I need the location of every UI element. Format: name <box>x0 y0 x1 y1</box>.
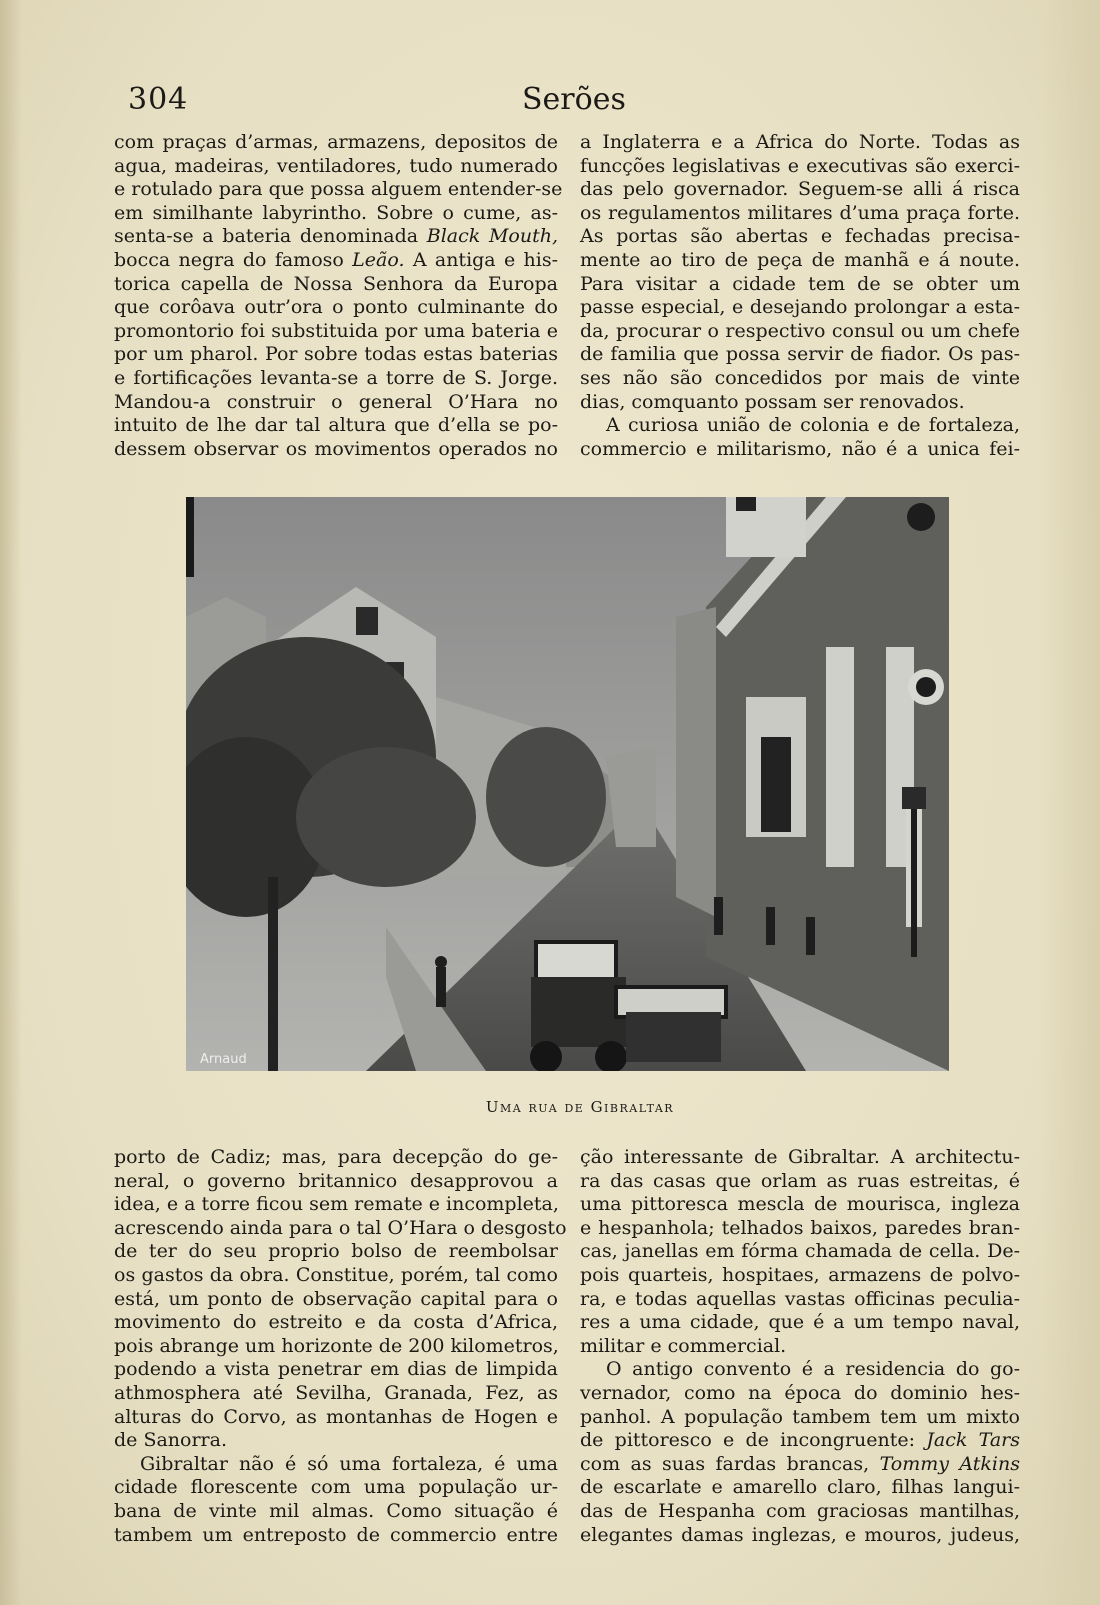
text-line <box>580 1453 1020 1477</box>
figure-caption <box>380 1098 780 1116</box>
text-line: Gibraltar não é só uma fortaleza, é uma <box>140 1452 558 1475</box>
page-header <box>118 82 1020 122</box>
text-line: As portas são abertas e fechadas precisa- <box>580 225 1020 248</box>
text-fragment: bocca negra do famoso <box>114 248 344 271</box>
text-line: e fortificações levanta-se a torre de S. Jorge. <box>114 366 558 389</box>
text-line: que corôava outr’ora o ponto culminante do <box>114 296 558 319</box>
text-line: ra, e todas aquellas vastas officinas peculia- <box>580 1287 1020 1310</box>
text-line: e rotulado para que possa alguem entender-se <box>114 178 563 201</box>
text-line: athmosphera até Sevilha, Granada, Fez, as <box>114 1381 558 1404</box>
italic-term: Jack Tars <box>926 1429 1020 1452</box>
text-line: A curiosa união de colonia e de fortaleza, <box>606 414 1020 437</box>
artist-signature: Arnaud <box>200 1052 247 1067</box>
text-line: de ter do seu proprio bolso de reembolsar <box>114 1240 558 1263</box>
text-column-top-right <box>580 131 1020 461</box>
text-line: O antigo convento é a residencia do go- <box>606 1358 1020 1381</box>
text-line: elegantes damas inglezas, e mouros, judeus, <box>580 1523 1020 1546</box>
text-fragment: com as suas fardas brancas, <box>580 1452 870 1475</box>
page-number: 304 <box>128 82 189 117</box>
text-line: militar e commercial. <box>580 1334 787 1357</box>
text-line: podendo a vista penetrar em dias de limpida <box>114 1358 558 1381</box>
text-line: de familia que possa servir de fiador. Os pas- <box>580 343 1020 366</box>
caption-text: Uma rua de Gibraltar <box>485 1098 675 1116</box>
text-line: cidade florescente com uma população ur- <box>114 1476 558 1499</box>
text-line: os regulamentos militares d’uma praça forte. <box>580 201 1020 224</box>
text-column-top-left <box>114 131 563 461</box>
text-line: torica capella de Nossa Senhora da Europa <box>114 272 558 295</box>
text-line: passe especial, e desejando prolongar a esta- <box>580 296 1020 319</box>
text-fragment: A antiga e his- <box>412 248 558 271</box>
text-line: de escarlate e amarello claro, filhas langui- <box>580 1476 1020 1499</box>
text-line <box>114 249 558 273</box>
text-fragment: de pittoresco e de incongruente: <box>580 1429 916 1452</box>
text-line: Mandou-a construir o general O’Hara no <box>114 390 558 413</box>
text-line: mente ao tiro de peça de manhã e á noute. <box>580 248 1020 271</box>
text-line: os gastos da obra. Constitue, porém, tal como <box>114 1263 558 1286</box>
text-line: funcções legislativas e executivas são exerci- <box>580 154 1020 177</box>
text-line: porto de Cadiz; mas, para decepção do ge- <box>114 1146 558 1168</box>
text-line: em similhante labyrintho. Sobre o cume, as- <box>114 201 558 224</box>
street-photograph <box>186 497 949 1071</box>
text-line: uma pittoresca mescla de mourisca, ingleza <box>580 1193 1020 1216</box>
text-line: neral, o governo britannico desapprovou a <box>114 1169 558 1192</box>
text-line <box>580 1429 1020 1453</box>
text-column-bottom-left <box>114 1146 567 1547</box>
text-line: cas, janellas em fórma chamada de cella. De- <box>580 1240 1020 1263</box>
text-line: a Inglaterra e a Africa do Norte. Todas as <box>580 131 1020 153</box>
gibraltar-street-illustration <box>186 497 949 1071</box>
text-line: está, um ponto de observação capital para o <box>114 1287 558 1310</box>
italic-term: Tommy Atkins <box>879 1452 1020 1475</box>
text-line: intuito de lhe dar tal altura que d’ella se po- <box>114 414 558 437</box>
text-column-bottom-right <box>580 1146 1020 1547</box>
text-line: com praças d’armas, armazens, depositos de <box>114 131 558 153</box>
text-line: vernador, como na época do dominio hes- <box>580 1381 1020 1404</box>
text-line <box>114 225 558 249</box>
italic-term: Leão. <box>352 248 405 271</box>
text-line: e hespanhola; telhados baixos, paredes bran- <box>580 1216 1020 1239</box>
text-line: por um pharol. Por sobre todas estas baterias <box>114 343 558 366</box>
text-line: da, procurar o respectivo consul ou um chefe <box>580 319 1020 342</box>
text-line: dessem observar os movimentos operados no <box>114 437 558 460</box>
text-line: ses não são concedidos por mais de vinte <box>580 366 1020 389</box>
text-line: panhol. A população tambem tem um mixto <box>580 1405 1020 1428</box>
text-line: movimento do estreito e da costa d’Africa, <box>114 1311 558 1334</box>
text-line: idea, e a torre ficou sem remate e incompleta, <box>114 1193 559 1216</box>
italic-term: Black Mouth, <box>426 225 558 248</box>
text-line: pois abrange um horizonte de 200 kilometros, <box>114 1334 559 1357</box>
text-line: de Sanorra. <box>114 1429 227 1452</box>
text-line: Para visitar a cidade tem de se obter um <box>580 272 1020 295</box>
text-line: ra das casas que orlam as ruas estreitas, é <box>580 1169 1020 1192</box>
page-edge-shadow-right <box>1040 0 1100 1605</box>
text-line: promontorio foi substituida por uma bateria e <box>114 319 558 342</box>
text-line: res a uma cidade, que é a um tempo naval, <box>580 1311 1020 1334</box>
text-line: commercio e militarismo, não é a unica fei- <box>580 437 1020 460</box>
text-line: tambem um entreposto de commercio entre <box>114 1523 558 1546</box>
text-line: pois quarteis, hospitaes, armazens de polvo- <box>580 1263 1020 1286</box>
text-line: das pelo governador. Seguem-se alli á risca <box>580 178 1020 201</box>
text-line: das de Hespanha com graciosas mantilhas, <box>580 1499 1020 1522</box>
text-fragment: senta-se a bateria denominada <box>114 225 419 248</box>
running-title: Serões <box>522 82 626 117</box>
text-line: alturas do Corvo, as montanhas de Hogen e <box>114 1405 558 1428</box>
text-line: bana de vinte mil almas. Como situação é <box>114 1499 558 1522</box>
text-line: agua, madeiras, ventiladores, tudo numerado <box>114 154 558 177</box>
text-line: dias, comquanto possam ser renovados. <box>580 390 965 413</box>
page-edge-shadow-left <box>0 0 22 1605</box>
text-line: ção interessante de Gibraltar. A architectu- <box>580 1146 1020 1168</box>
text-line: acrescendo ainda para o tal O’Hara o desgosto <box>114 1216 567 1239</box>
